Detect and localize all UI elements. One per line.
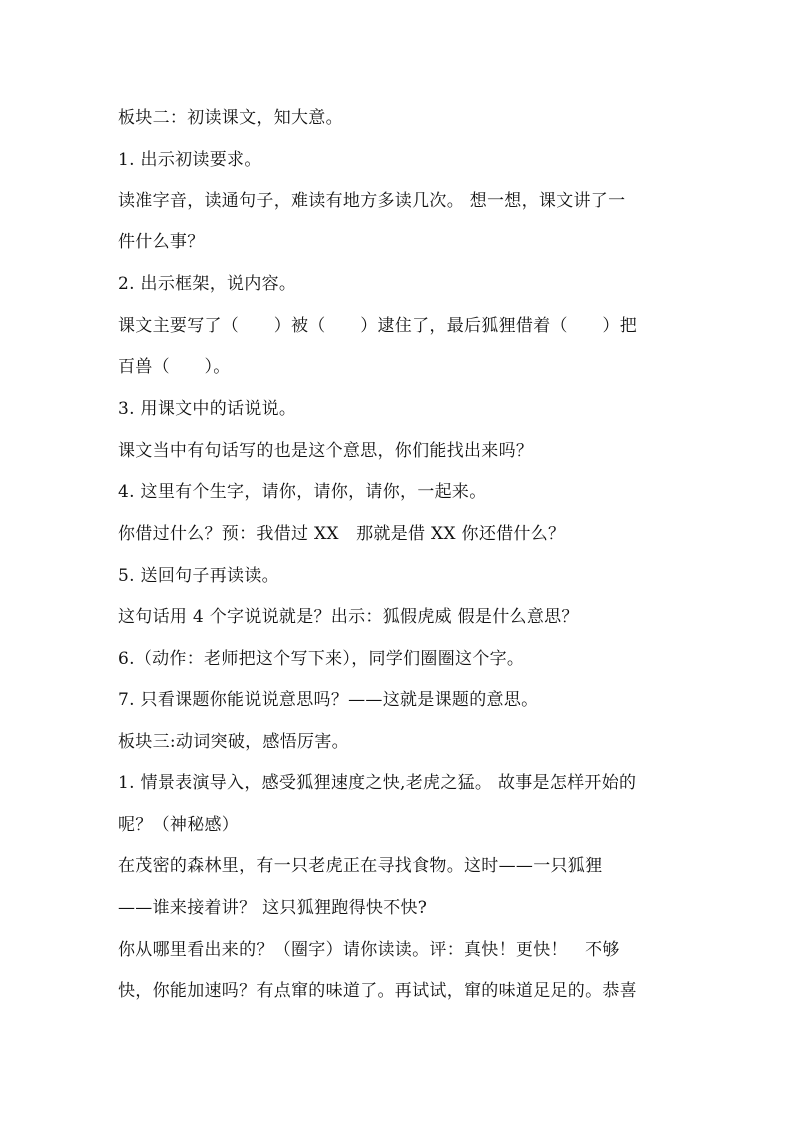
text-line: 1. 出示初读要求。	[118, 150, 262, 170]
text-line: 百兽（ ）。	[118, 357, 231, 377]
text-line: 3. 用课文中的话说说。	[118, 399, 297, 419]
text-line: 7. 只看课题你能说说意思吗？——这就是课题的意思。	[118, 690, 539, 710]
text-line: 呢？（神秘感）	[118, 815, 240, 835]
section-heading-2: 板块二：初读课文，知大意。	[118, 108, 343, 128]
text-line: 读准字音，读通句子，难读有地方多读几次。 想一想，课文讲了一	[118, 191, 626, 211]
text-line: 2. 出示框架，说内容。	[118, 274, 297, 294]
section-heading-3: 板块三:动词突破，感悟厉害。	[118, 732, 349, 752]
text-line: 1. 情景表演导入，感受狐狸速度之快,老虎之猛。 故事是怎样开始的	[118, 773, 637, 793]
text-line: 5. 送回句子再读读。	[118, 566, 279, 586]
text-line: 6.（动作：老师把这个写下来），同学们圈圈这个字。	[118, 649, 525, 669]
text-line: 快，你能加速吗？有点窜的味道了。再试试，窜的味道足足的。恭喜	[118, 981, 637, 1001]
text-line: 4. 这里有个生字，请你，请你，请你，一起来。	[118, 482, 487, 502]
text-line: 你从哪里看出来的？（圈字）请你读读。评：真快！更快！ 不够	[118, 940, 620, 960]
text-line: 件什么事？	[118, 232, 205, 252]
text-line: 在茂密的森林里，有一只老虎正在寻找食物。这时——一只狐狸	[118, 856, 603, 876]
text-line: 课文当中有句话写的也是这个意思，你们能找出来吗？	[118, 441, 534, 461]
text-line: 课文主要写了（ ）被（ ）逮住了，最后狐狸借着（ ）把	[118, 316, 637, 336]
text-line: 你借过什么？预：我借过 XX 那就是借 XX 你还借什么？	[118, 524, 566, 544]
text-line: ——谁来接着讲？ 这只狐狸跑得快不快?	[118, 898, 428, 918]
text-line: 这句话用 4 个字说说就是？出示：狐假虎威 假是什么意思？	[118, 607, 579, 627]
